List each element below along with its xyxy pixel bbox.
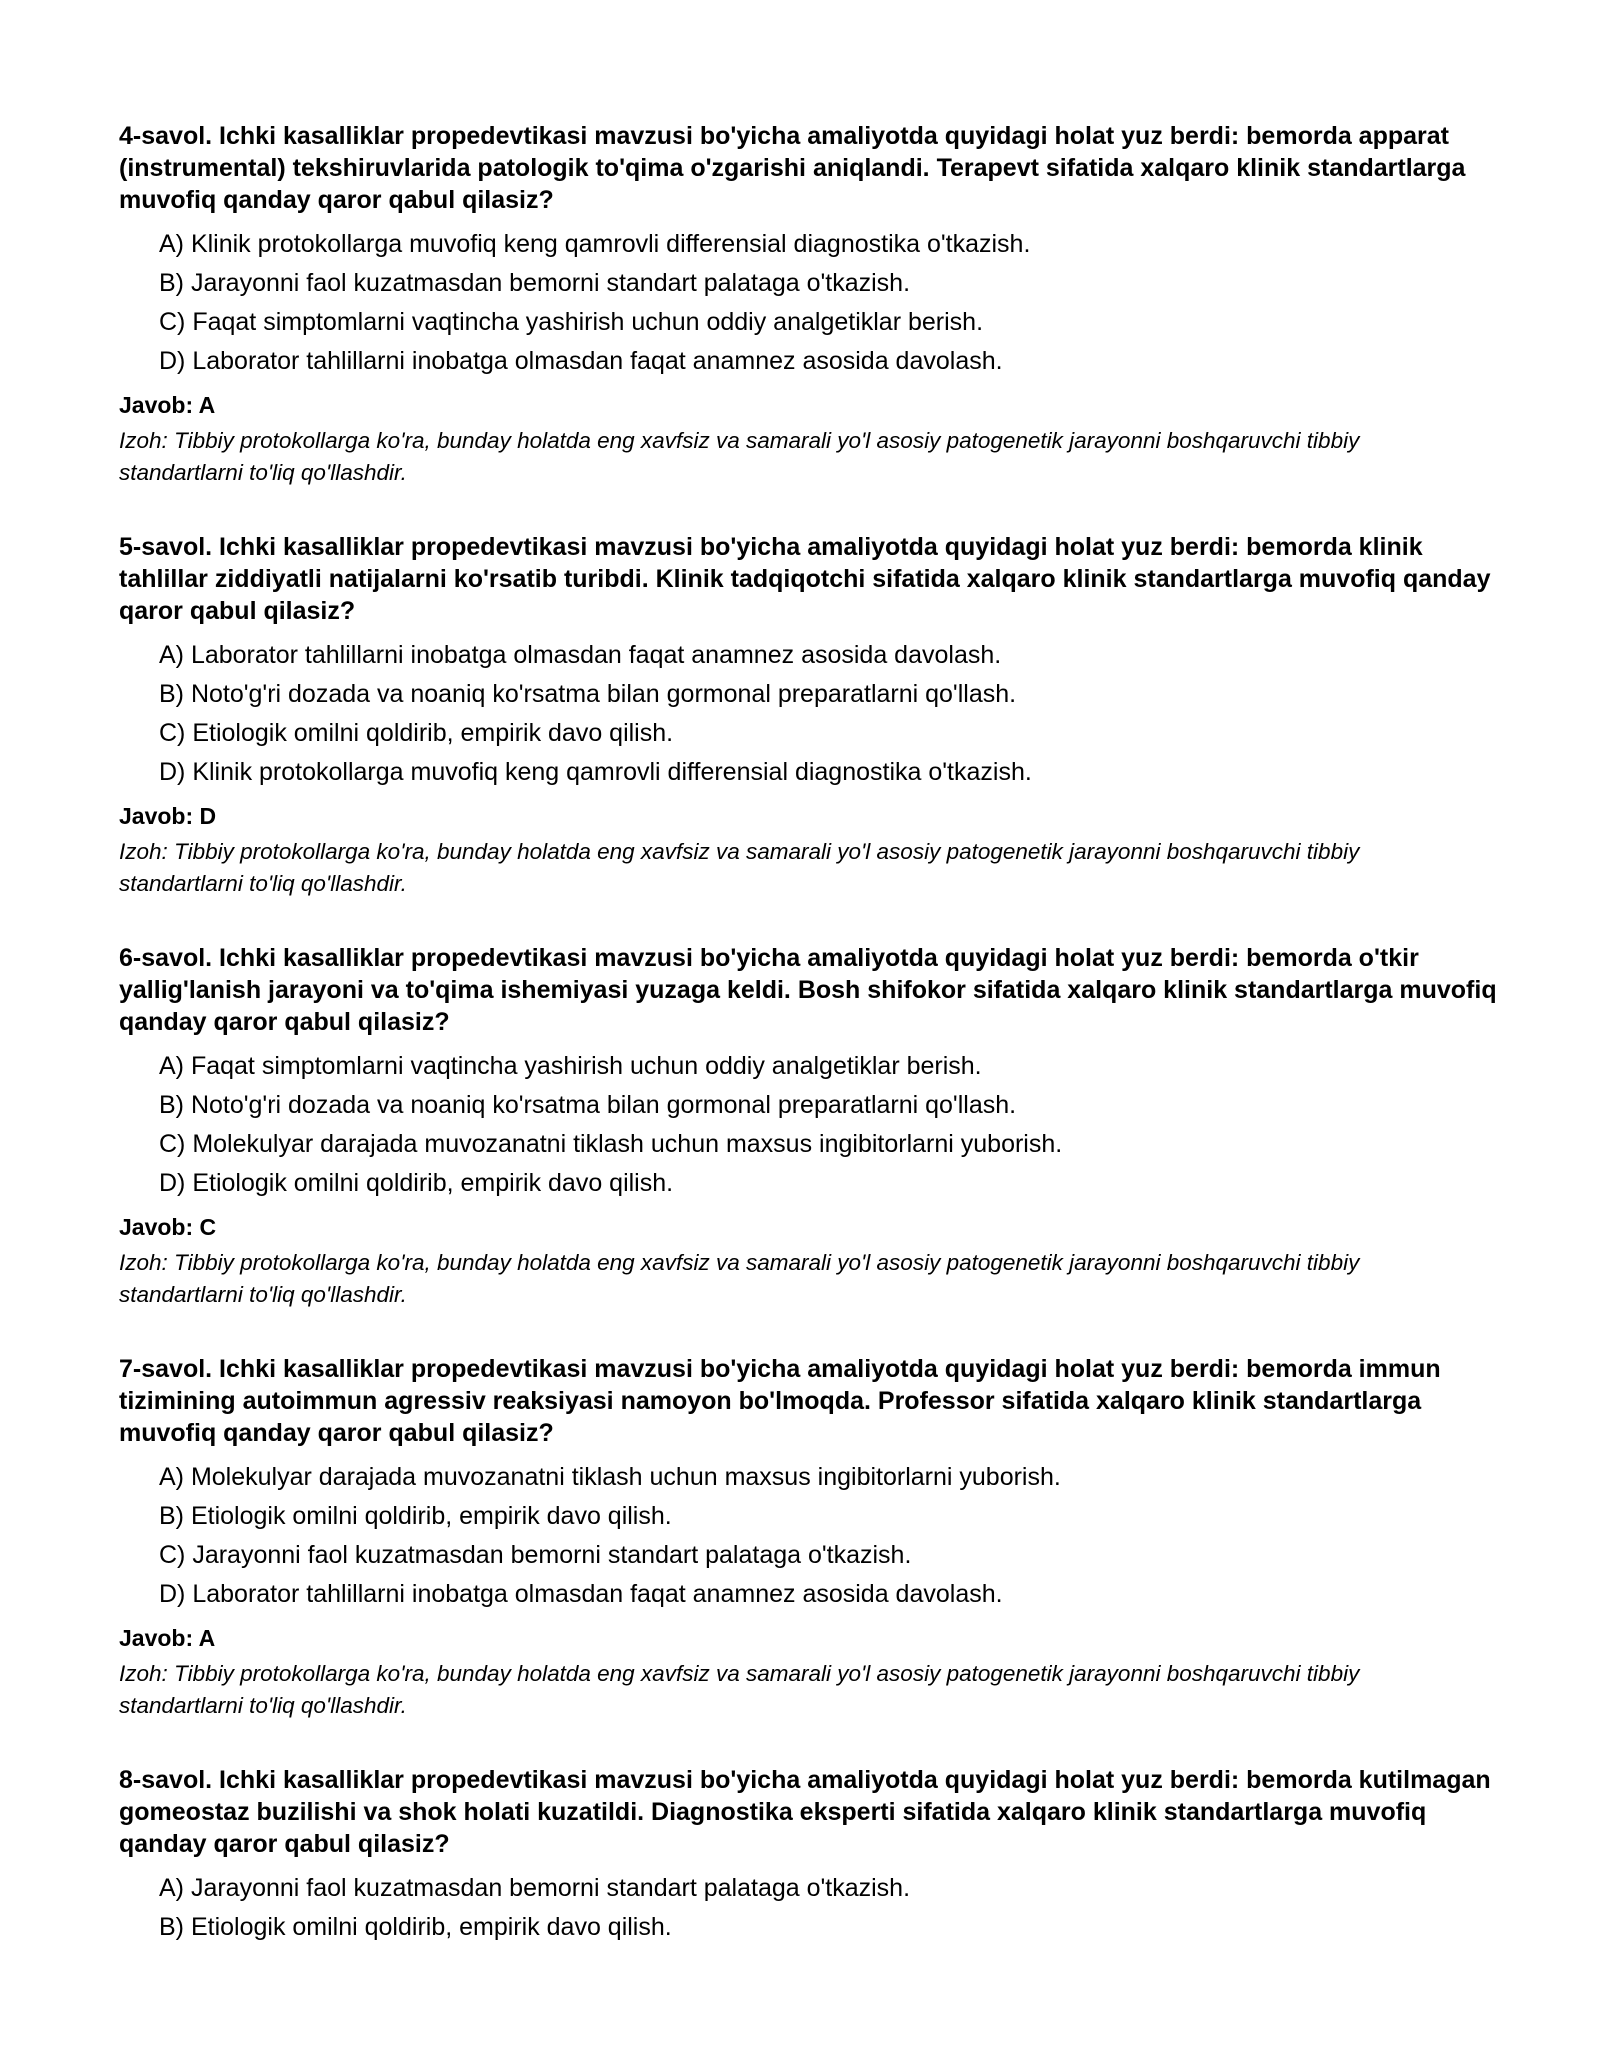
option-a: A) Klinik protokollarga muvofiq keng qamrovli differensial diagnostika o'tkazish. bbox=[159, 230, 1031, 258]
option-d: D) Etiologik omilni qoldirib, empirik davo qilish. bbox=[159, 1169, 674, 1197]
option-c: C) Etiologik omilni qoldirib, empirik davo qilish. bbox=[159, 719, 674, 747]
option-b: B) Etiologik omilni qoldirib, empirik davo qilish. bbox=[159, 1502, 672, 1530]
option-b: B) Jarayonni faol kuzatmasdan bemorni standart palataga o'tkazish. bbox=[159, 269, 911, 297]
question-text: 4-savol. Ichki kasalliklar propedevtikasi mavzusi bo'yicha amaliyotda quyidagi holat yuz berdi: bemorda apparat (instrumental) tekshiruvlarida patologik to'qima o'zgarishi aniqlandi. Terapevt sifatida xalqaro klinik standartlarga muvofiq qanday qaror qabul qilasiz? bbox=[119, 122, 1466, 214]
answer-label: Javob: A bbox=[119, 392, 216, 418]
answer-label: Javob: D bbox=[119, 803, 217, 829]
option-a: A) Faqat simptomlarni vaqtincha yashirish uchun oddiy analgetiklar berish. bbox=[159, 1052, 982, 1080]
question-block-6 bbox=[119, 942, 1499, 1311]
options-list bbox=[119, 1047, 1499, 1203]
option-d: D) Klinik protokollarga muvofiq keng qamrovli differensial diagnostika o'tkazish. bbox=[159, 758, 1032, 786]
option-a: A) Jarayonni faol kuzatmasdan bemorni standart palataga o'tkazish. bbox=[159, 1874, 911, 1902]
question-text: 8-savol. Ichki kasalliklar propedevtikasi mavzusi bo'yicha amaliyotda quyidagi holat yuz berdi: bemorda kutilmagan gomeostaz buzilishi va shok holati kuzatildi. Diagnostika eksperti sifatida xalqaro klinik standartlarga muvofiq qanday qaror qabul qilasiz? bbox=[119, 1766, 1491, 1858]
question-block-4 bbox=[119, 120, 1499, 489]
option-c: C) Jarayonni faol kuzatmasdan bemorni standart palataga o'tkazish. bbox=[159, 1541, 912, 1569]
explanation-text: Izoh: Tibbiy protokollarga ko'ra, bunday holatda eng xavfsiz va samarali yo'l asosiy patogenetik jarayonni boshqaruvchi tibbiy standartlarni to'liq qo'llashdir. bbox=[119, 428, 1360, 485]
answer-label: Javob: A bbox=[119, 1625, 216, 1651]
options-list bbox=[119, 1458, 1499, 1614]
option-d: D) Laborator tahlillarni inobatga olmasdan faqat anamnez asosida davolash. bbox=[159, 1580, 1003, 1608]
explanation-text: Izoh: Tibbiy protokollarga ko'ra, bunday holatda eng xavfsiz va samarali yo'l asosiy patogenetik jarayonni boshqaruvchi tibbiy standartlarni to'liq qo'llashdir. bbox=[119, 1661, 1360, 1718]
explanation-text: Izoh: Tibbiy protokollarga ko'ra, bunday holatda eng xavfsiz va samarali yo'l asosiy patogenetik jarayonni boshqaruvchi tibbiy standartlarni to'liq qo'llashdir. bbox=[119, 839, 1360, 896]
options-list bbox=[119, 636, 1499, 792]
question-text: 6-savol. Ichki kasalliklar propedevtikasi mavzusi bo'yicha amaliyotda quyidagi holat yuz berdi: bemorda o'tkir yallig'lanish jarayoni va to'qima ishemiyasi yuzaga keldi. Bosh shifokor sifatida xalqaro klinik standartlarga muvofiq qanday qaror qabul qilasiz? bbox=[119, 944, 1497, 1036]
option-d: D) Laborator tahlillarni inobatga olmasdan faqat anamnez asosida davolash. bbox=[159, 347, 1003, 375]
question-text: 7-savol. Ichki kasalliklar propedevtikasi mavzusi bo'yicha amaliyotda quyidagi holat yuz berdi: bemorda immun tizimining autoimmun agressiv reaksiyasi namoyon bo'lmoqda. Professor sifatida xalqaro klinik standartlarga muvofiq qanday qaror qabul qilasiz? bbox=[119, 1355, 1441, 1447]
explanation-text: Izoh: Tibbiy protokollarga ko'ra, bunday holatda eng xavfsiz va samarali yo'l asosiy patogenetik jarayonni boshqaruvchi tibbiy standartlarni to'liq qo'llashdir. bbox=[119, 1250, 1360, 1307]
option-c: C) Molekulyar darajada muvozanatni tiklash uchun maxsus ingibitorlarni yuborish. bbox=[159, 1130, 1063, 1158]
option-b: B) Noto'g'ri dozada va noaniq ko'rsatma bilan gormonal preparatlarni qo'llash. bbox=[159, 1091, 1017, 1119]
document-page bbox=[119, 120, 1499, 1989]
option-a: A) Molekulyar darajada muvozanatni tiklash uchun maxsus ingibitorlarni yuborish. bbox=[159, 1463, 1061, 1491]
option-b: B) Etiologik omilni qoldirib, empirik davo qilish. bbox=[159, 1913, 672, 1941]
option-a: A) Laborator tahlillarni inobatga olmasdan faqat anamnez asosida davolash. bbox=[159, 641, 1002, 669]
question-block-8 bbox=[119, 1764, 1499, 1947]
question-text: 5-savol. Ichki kasalliklar propedevtikasi mavzusi bo'yicha amaliyotda quyidagi holat yuz berdi: bemorda klinik tahlillar ziddiyatli natijalarni ko'rsatib turibdi. Klinik tadqiqotchi sifatida xalqaro klinik standartlarga muvofiq qanday qaror qabul qilasiz? bbox=[119, 533, 1491, 625]
option-c: C) Faqat simptomlarni vaqtincha yashirish uchun oddiy analgetiklar berish. bbox=[159, 308, 984, 336]
question-block-7 bbox=[119, 1353, 1499, 1722]
options-list bbox=[119, 1869, 1499, 1947]
option-b: B) Noto'g'ri dozada va noaniq ko'rsatma bilan gormonal preparatlarni qo'llash. bbox=[159, 680, 1017, 708]
answer-label: Javob: C bbox=[119, 1214, 217, 1240]
question-block-5 bbox=[119, 531, 1499, 900]
options-list bbox=[119, 225, 1499, 381]
